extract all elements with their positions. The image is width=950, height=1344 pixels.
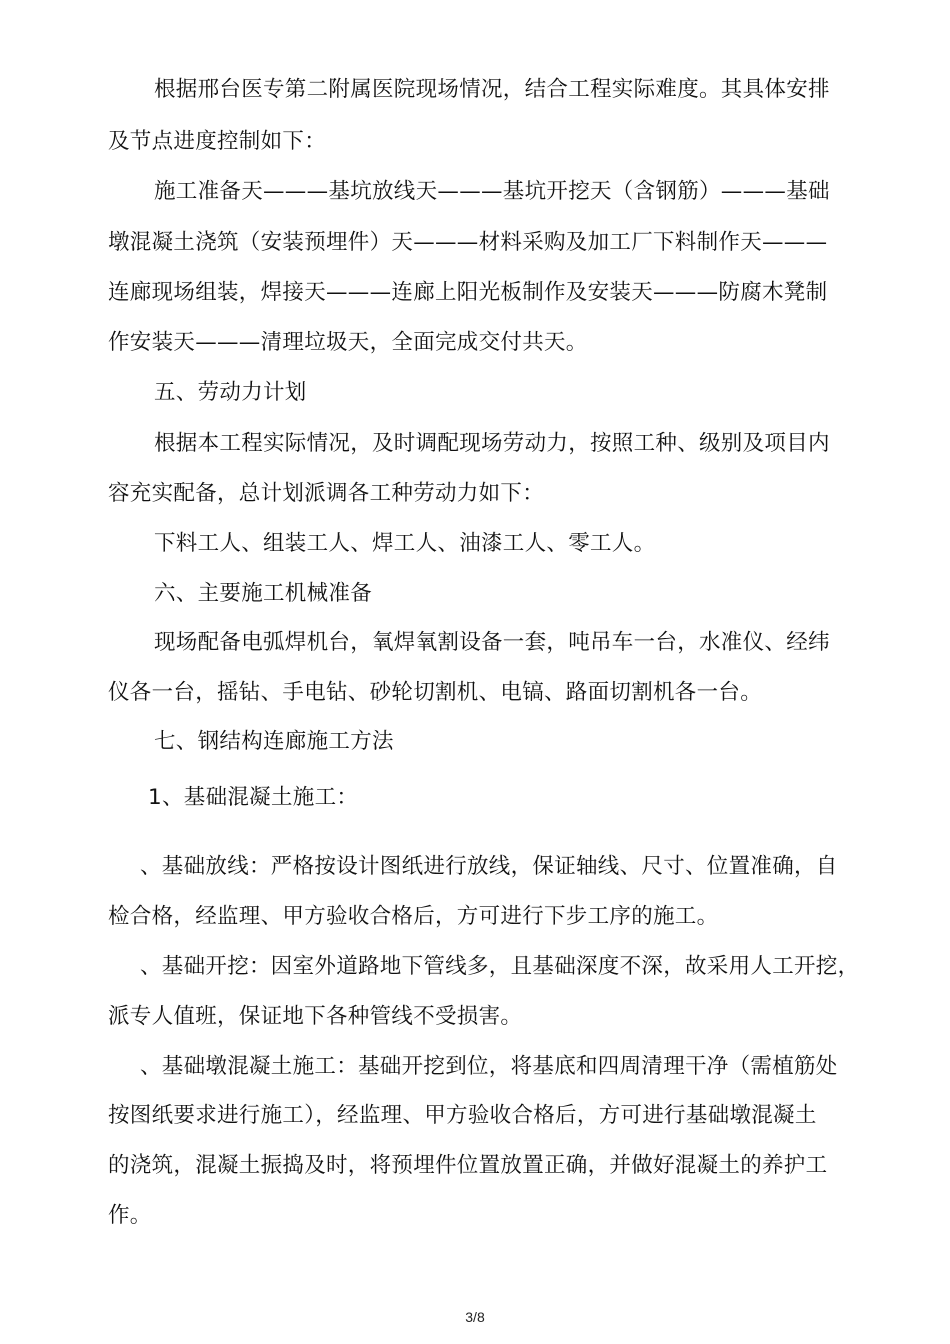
text-line-18: 、基础开挖：因室外道路地下管线多，且基础深度不深，故采用人工开挖， <box>140 954 860 979</box>
text-line-23: 作。 <box>108 1203 152 1228</box>
page-number: 3/8 <box>465 1309 485 1325</box>
section-heading-construction-method: 七、钢结构连廊施工方法 <box>154 729 394 754</box>
text-line-9: 容充实配备，总计划派调各工种劳动力如下： <box>108 481 545 506</box>
text-line-3: 施工准备天———基坑放线天———基坑开挖天（含钢筋）———基础 <box>154 179 830 204</box>
text-line-16: 、基础放线：严格按设计图纸进行放线，保证轴线、尺寸、位置准确，自 <box>140 854 838 879</box>
text-line-17: 检合格，经监理、甲方验收合格后，方可进行下步工序的施工。 <box>108 904 719 929</box>
text-line-2: 及节点进度控制如下： <box>108 129 327 154</box>
text-line-13: 仪各一台，摇钻、手电钻、砂轮切割机、电镐、路面切割机各一台。 <box>108 680 763 705</box>
text-line-21: 按图纸要求进行施工），经监理、甲方验收合格后，方可进行基础墩混凝土 <box>108 1103 817 1128</box>
text-line-20: 、基础墩混凝土施工：基础开挖到位，将基底和四周清理干净（需植筋处 <box>140 1054 838 1079</box>
text-line-6: 作安装天———清理垃圾天，全面完成交付共天。 <box>108 330 588 355</box>
text-line-12: 现场配备电弧焊机台，氧焊氧割设备一套，吨吊车一台，水准仪、经纬 <box>154 630 830 655</box>
subsection-heading-foundation: 1、基础混凝土施工： <box>148 785 359 810</box>
text-line-5: 连廊现场组装，焊接天———连廊上阳光板制作及安装天———防腐木凳制 <box>108 280 828 305</box>
section-heading-labor-plan: 五、劳动力计划 <box>154 380 307 405</box>
text-line-22: 的浇筑，混凝土振捣及时，将预埋件位置放置正确，并做好混凝土的养护工 <box>108 1153 828 1178</box>
text-line-10: 下料工人、组装工人、焊工人、油漆工人、零工人。 <box>154 531 656 556</box>
section-heading-machinery: 六、主要施工机械准备 <box>154 581 373 606</box>
text-line-19: 派专人值班，保证地下各种管线不受损害。 <box>108 1004 523 1029</box>
text-line-4: 墩混凝土浇筑（安装预埋件）天———材料采购及加工厂下料制作天——— <box>108 230 828 255</box>
text-line-8: 根据本工程实际情况，及时调配现场劳动力，按照工种、级别及项目内 <box>154 431 830 456</box>
text-line-1: 根据邢台医专第二附属医院现场情况，结合工程实际难度。其具体安排 <box>154 77 830 102</box>
